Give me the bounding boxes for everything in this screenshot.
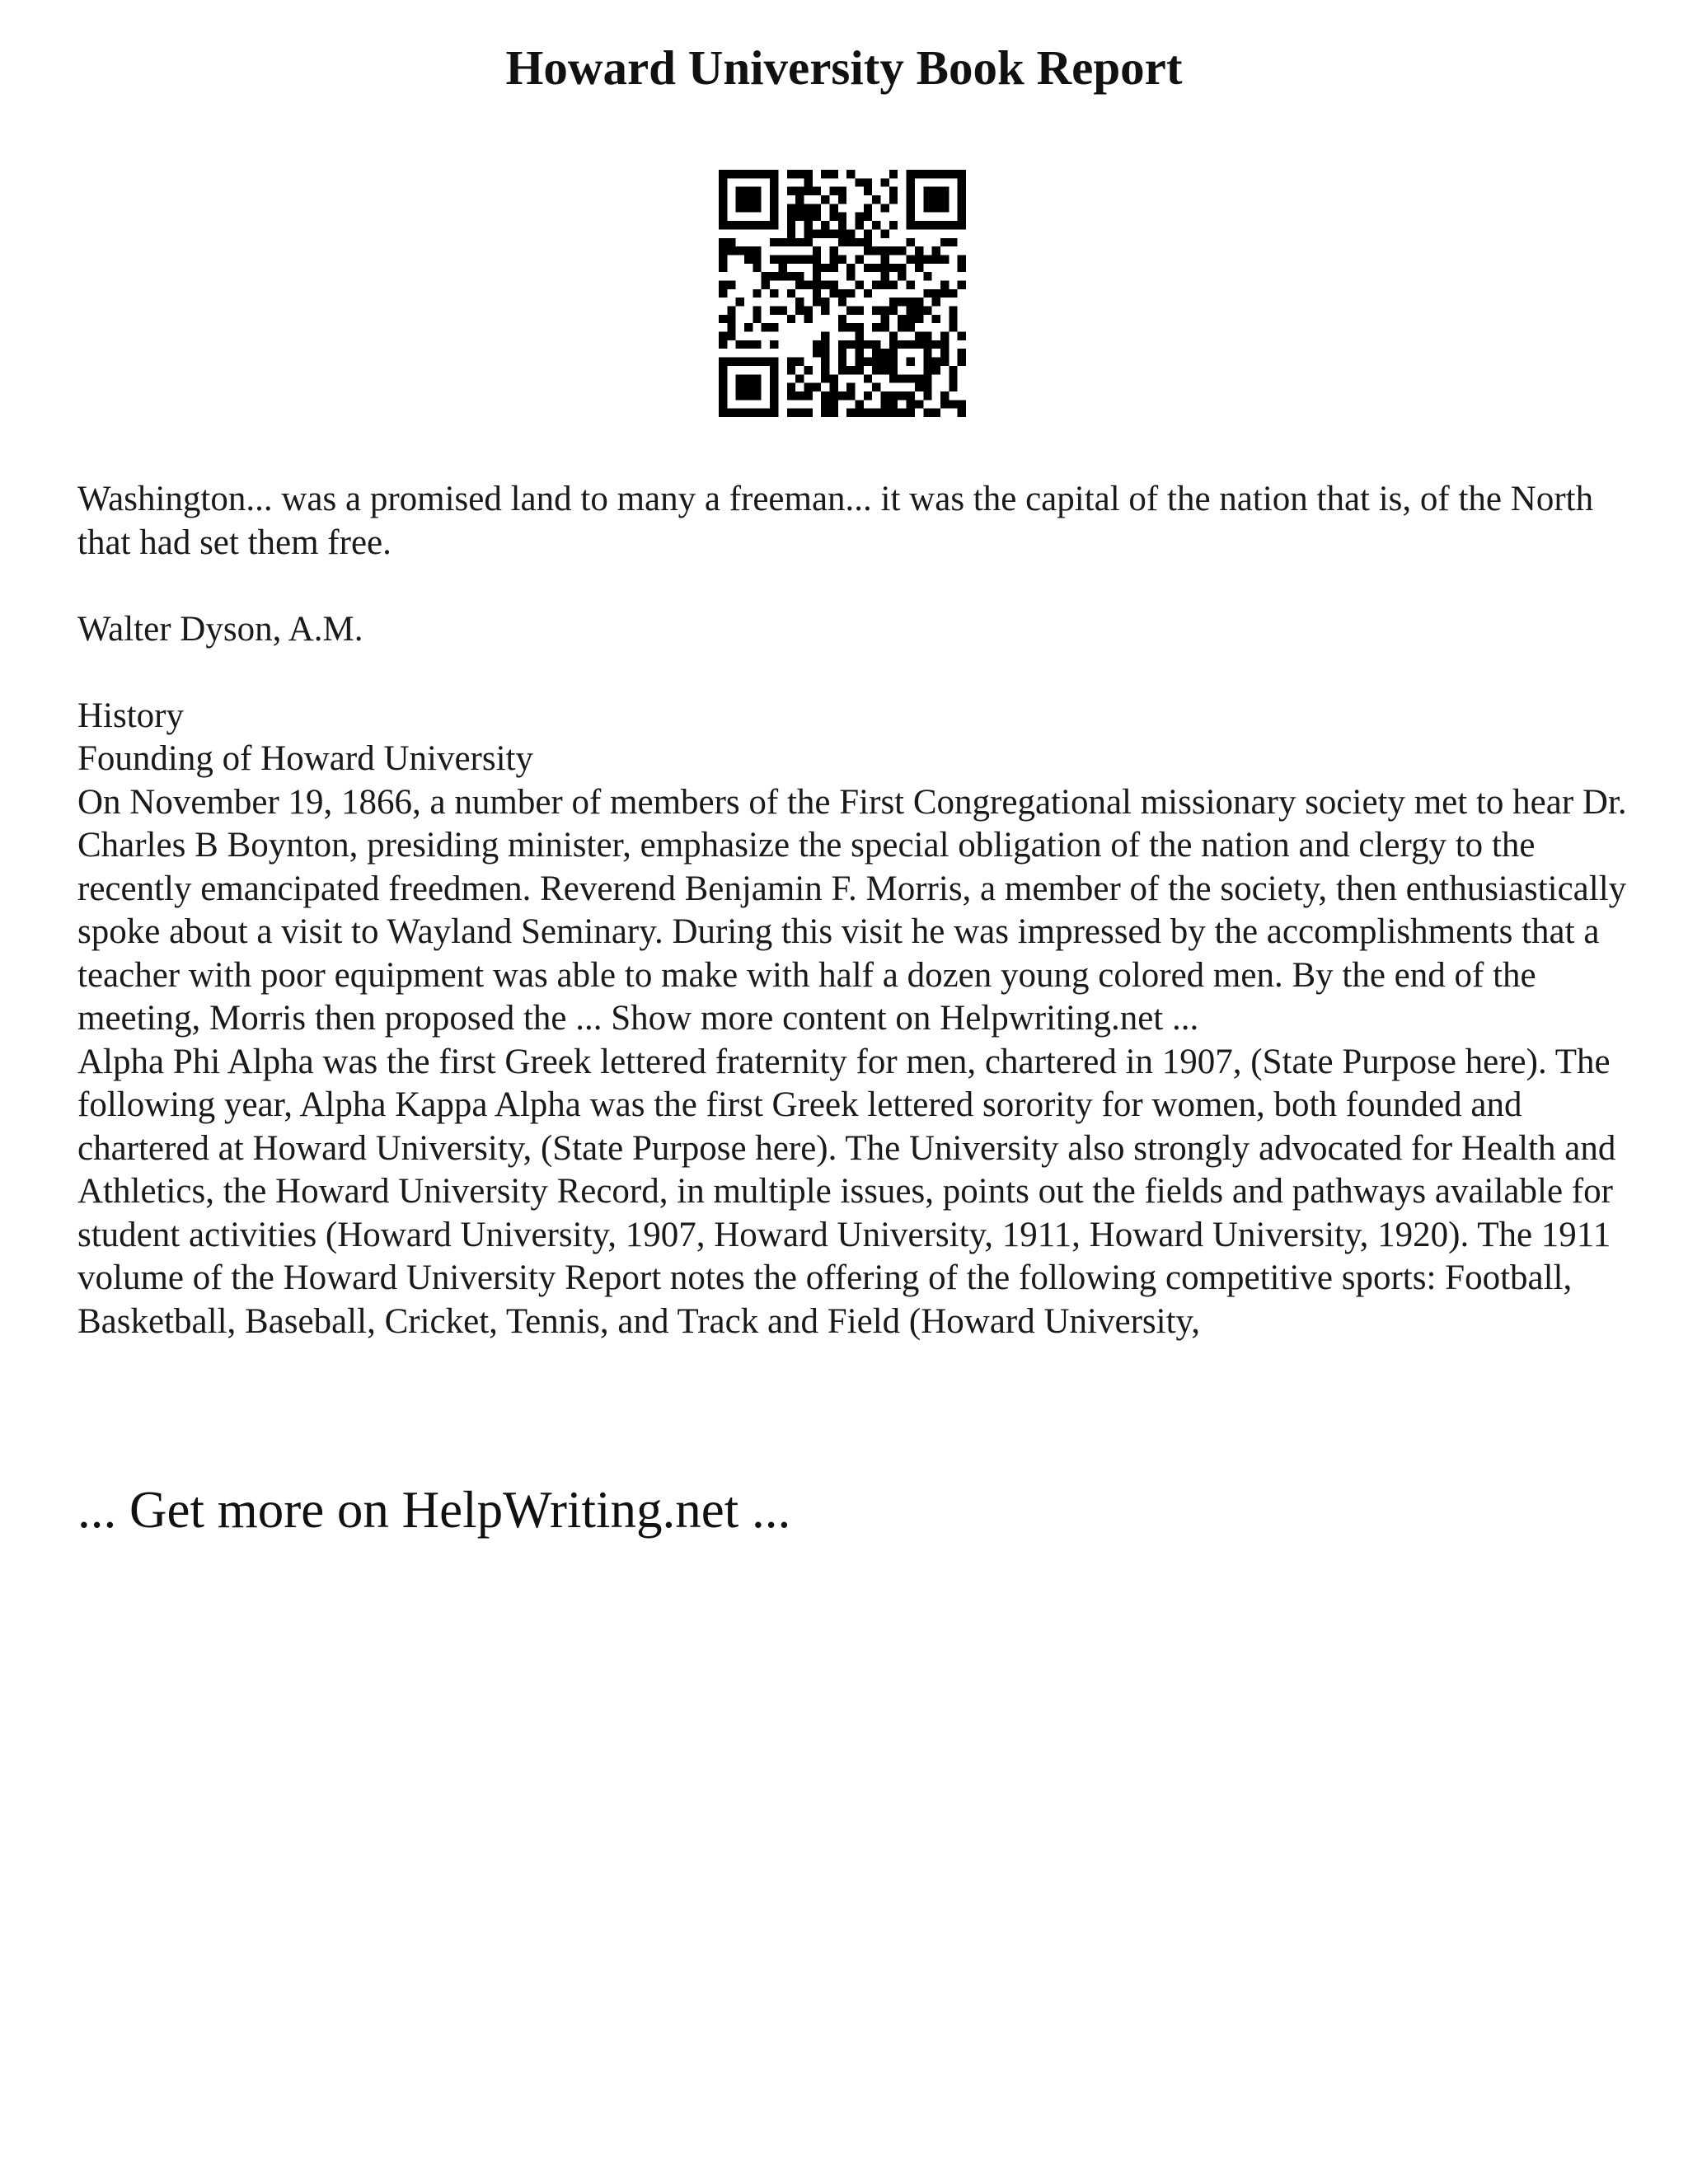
subsection-heading: Founding of Howard University: [77, 739, 533, 778]
body-paragraph-1: On November 19, 1866, a number of members of the First Congregational missionary society met to hear Dr. Charles B Boynton, presiding minister, emphasize the special obligation of the nation and clergy to the recently emancipated freedmen. Reverend Benjamin F. Morris, a member of the society, then enthusiastically spoke about a visit to Wayland Seminary. During this visit he was impressed by the accomplishments that a teacher with poor equipment was able to make with half a dozen young colored men. By the end of the meeting, Morris then proposed the ... Show more content on Helpwriting.net ...: [77, 782, 1627, 1038]
document-title: Howard University Book Report: [505, 40, 1183, 95]
quote-paragraph: Washington... was a promised land to many a freeman... it was the capital of the nation that is, of the North that had set them free.: [77, 480, 1594, 562]
qr-code-icon: [719, 170, 966, 417]
document-body: [77, 478, 1627, 1343]
spacer: [77, 651, 1627, 695]
author-line: Walter Dyson, A.M.: [77, 609, 363, 649]
call-to-action-link[interactable]: ... Get more on HelpWriting.net ...: [77, 1481, 791, 1539]
body-paragraph-2: Alpha Phi Alpha was the first Greek lettered fraternity for men, chartered in 1907, (State Purpose here). The following year, Alpha Kappa Alpha was the first Greek lettered sorority for women, both founded and chartered at Howard University, (State Purpose here). The University also strongly advocated for Health and Athletics, the Howard University Record, in multiple issues, points out the fields and pathways available for student activities (Howard University, 1907, Howard University, 1911, Howard University, 1920). The 1911 volume of the Howard University Report notes the offering of the following competitive sports: Football, Basketball, Baseball, Cricket, Tennis, and Track and Field (Howard University,: [77, 1042, 1616, 1341]
spacer: [77, 565, 1627, 608]
section-heading: History: [77, 696, 184, 735]
